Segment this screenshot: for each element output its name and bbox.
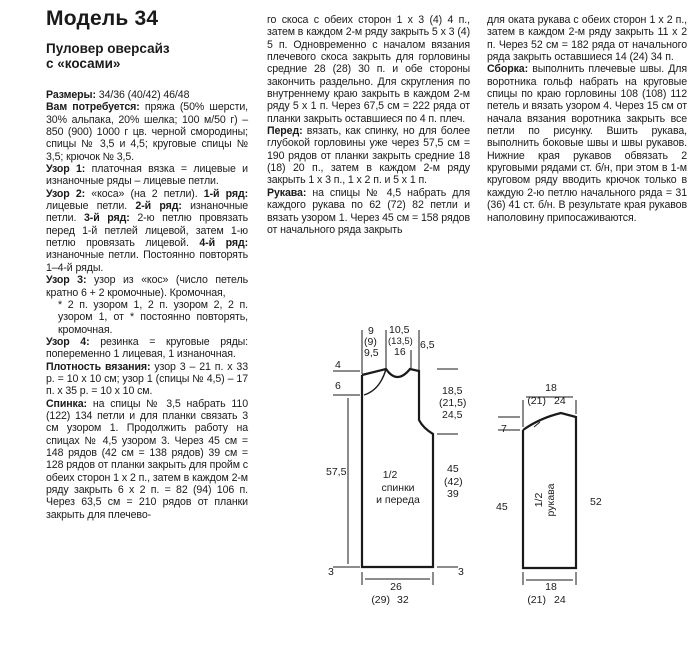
- pattern-2-row4-value: изнаночные петли. Постоянно повторять 1–4-й ряды.: [46, 249, 248, 274]
- materials-label: Вам потребуется:: [46, 101, 140, 114]
- density-label: Плотность вязания:: [46, 360, 151, 373]
- sleeve-bottom-3: 24: [554, 594, 566, 606]
- density-value: узор 3 – 21 п. х 33 р. = 10 х 10 см; узор 1 (спицы № 4,5) – 17 п. х 35 р. = 10 х 10 см.: [46, 360, 249, 398]
- body-label-1: 1/2: [382, 469, 398, 481]
- dim-side-1: 45: [447, 463, 459, 475]
- materials-value: пряжа (50% шерсти, 30% альпака, 20% шелка; 100 м/50 г) – 850 (900) 1000 г цв. черной смородины; спицы № 3,5 и 4,5; круговые спицы № 3,5; крючок № 3,5.: [46, 101, 249, 163]
- subtitle-line-1: Пуловер оверсайз: [46, 41, 170, 56]
- front-value: вязать, как спинку, но для более глубокой горловины уже через 57,5 см = 190 рядов от планки закрыть средние 18 (18) 20 п., затем в каждом 2-м ряду закрыть 1 х 3 п., 1 х 2 п. и 5 х 1 п.: [267, 125, 471, 187]
- assembly-label: Сборка:: [487, 63, 529, 76]
- body-label-3: и переда: [376, 494, 420, 506]
- sizes-value: 34/36 (40/42) 46/48: [98, 89, 190, 101]
- sleeve-top-3: 24: [554, 395, 566, 407]
- dim-bottom-2: (29): [371, 594, 390, 606]
- pattern-3-indent: * 2 п. узором 1, 2 п. узором 2, 2 п. узором 1, от * постоянно повторять, кромочная.: [58, 298, 248, 336]
- sleeve-bottom-2: (21): [527, 594, 546, 606]
- sleeve-bottom-1: 18: [545, 581, 557, 593]
- sleeves-label: Рукава:: [267, 186, 307, 199]
- dim-bottom-right: 3: [458, 566, 464, 578]
- pattern-2-row1-label: 1-й ряд:: [203, 187, 249, 200]
- pattern-2-row1-value: лицевые петли.: [46, 200, 128, 213]
- pattern-2-row2-value: изнаночные петли.: [46, 200, 248, 225]
- pattern-2-label: Узор 2:: [46, 187, 86, 200]
- sleeve-label-2: рукава: [545, 483, 557, 517]
- pattern-4-label: Узор 4:: [46, 335, 90, 348]
- sleeve-top-2: (21): [527, 395, 546, 407]
- pattern-3-value: узор из «кос» (число петель кратно 6 + 2 кромочные). Кромочная,: [46, 274, 248, 299]
- dim-right-1: 18,5: [442, 385, 463, 397]
- dim-right-2: (21,5): [439, 397, 467, 409]
- dim-top-a2: (9): [364, 336, 377, 348]
- dim-top-b: 10,5: [389, 324, 410, 336]
- sleeve-label-1: 1/2: [533, 492, 545, 508]
- dim-top-b3: 16: [394, 346, 406, 358]
- dim-bottom-3: 32: [397, 594, 409, 606]
- dim-bottom-1: 26: [390, 581, 402, 593]
- front-label: Перед:: [267, 125, 303, 138]
- dim-top-b2: (13,5): [388, 336, 413, 347]
- sleeve-top-1: 18: [545, 382, 557, 394]
- sleeve-right-length: 52: [590, 496, 602, 508]
- dim-side-3: 39: [447, 488, 459, 500]
- subtitle-line-2: с «косами»: [46, 56, 121, 71]
- assembly-value: выполнить плечевые швы. Для воротника гольф набрать на круговые спицы по краю горловины 108 (108) 112 петель и вязать узором 4. Через 15 см от начала вязания воротника закрыть все петли по рисунку. Вшить рукава, выполнить боковые швы и швы рукавов. Нижние края рукавов обвязать 2 круговыми рядами ст. б/н, при этом в 1-м круговом ряду вводить крючок только в каждую 2-ю петлю начального ряда = 31 (36) 41 ст. б/н. В результате края рукавов наполовину припосаживаются.: [487, 63, 687, 224]
- pattern-3-label: Узор 3:: [46, 274, 87, 287]
- page-title: Модель 34: [46, 7, 159, 30]
- dim-top-c: 6,5: [420, 339, 435, 351]
- sleeve-left-7: 7: [501, 423, 507, 435]
- pattern-2-row3-label: 3-й ряд:: [84, 212, 130, 225]
- pattern-1-label: Узор 1:: [46, 163, 86, 176]
- dim-left-4: 4: [335, 359, 341, 371]
- pattern-2-row4-label: 4-й ряд:: [199, 237, 248, 250]
- body-label-2: спинки: [381, 482, 415, 494]
- dim-top-a3: 9,5: [364, 347, 379, 359]
- pattern-4-value: резинка = круговые ряды: попеременно 1 лицевая, 1 изнаночная.: [46, 335, 249, 361]
- pattern-2-intro: «коса» (на 2 петли).: [91, 187, 198, 200]
- dim-side-2: (42): [444, 476, 463, 488]
- dim-left-length: 57,5: [326, 466, 347, 478]
- body-piece-outline: [362, 369, 433, 567]
- pattern-2-row2-label: 2-й ряд:: [135, 200, 182, 213]
- pattern-2-row3-value: 2-ю петлю провязать перед 1-й петлей лицевой, затем 1-ю петлю провязать лицевой.: [46, 212, 249, 250]
- dim-top-a: 9: [368, 325, 374, 337]
- pattern-1-value: платочная вязка = лицевые и изнаночные ряды – лицевые петли.: [46, 163, 248, 188]
- dim-right-3: 24,5: [442, 409, 463, 421]
- sleeves-continued: для оката рукава с обеих сторон 1 х 2 п., затем в каждом 2-м ряду закрыть 11 х 2 п. Через 52 см = 182 ряда от начального ряда закрыть оставшиеся 14 (24) 34 п.: [487, 14, 687, 64]
- dim-bottom-left: 3: [328, 566, 334, 578]
- sleeve-left-length: 45: [496, 501, 508, 513]
- sleeves-value: на спицы № 4,5 набрать для каждого рукава по 62 (72) 82 петли и вязать узором 1. Через 45 см = 158 рядов от начального ряда закрыть: [267, 186, 470, 236]
- back-value: на спицы № 3,5 набрать 110 (122) 134 петли и для планки связать 3 см узором 1. Продолжить работу на спицах № 4,5 узором 3. Через 45 см = 148 рядов (42 см = 138 рядов) 39 см = 128 рядов от планки закрыть для пройм с обеих сторон 1 х 2 п., затем в каждом 2-м ряду закрыть 6 х 2 п. = 82 (94) 106 п. Через 63,5 см = 210 рядов от планки закрыть для плечево-: [46, 397, 249, 521]
- back-label: Спинка:: [46, 397, 87, 410]
- back-continued: го скоса с обеих сторон 1 х 3 (4) 4 п., затем в каждом 2-м ряду закрыть 5 х 3 (4) 5 п. Одновременно с началом вязания плечевого скоса закрыть для горловины средние 28 (28) 30 п. и обе стороны закончить раздельно. Для скругления по внутреннему краю закрыть в каждом 2-м ряду 5 х 1 п. Через 67,5 см = 222 ряда от планки закрыть оставшиеся по 4 п. плеч.: [267, 14, 470, 125]
- sizes-label: Размеры:: [46, 89, 96, 101]
- dim-left-6: 6: [335, 380, 341, 392]
